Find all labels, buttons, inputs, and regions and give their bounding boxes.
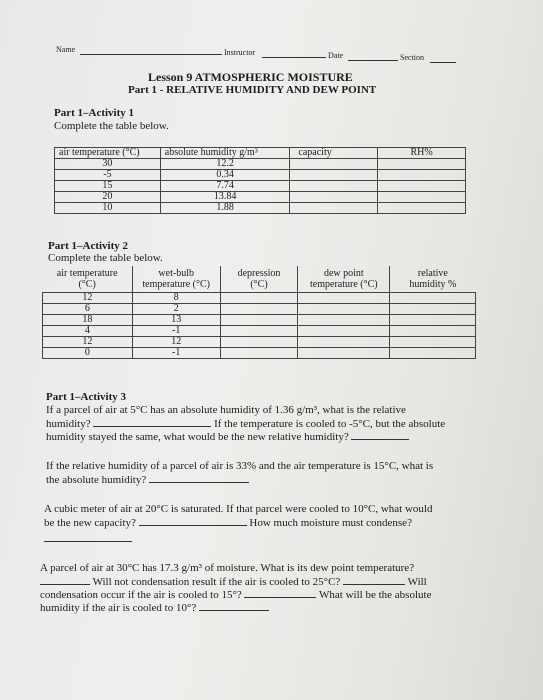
q4-line2 <box>40 575 427 589</box>
q3-prompt-a: be the new capacity? <box>44 517 136 529</box>
table-row <box>55 181 466 192</box>
date-blank[interactable] <box>348 60 398 61</box>
table-row <box>43 304 476 315</box>
cell-capacity[interactable] <box>290 181 378 192</box>
section-label: Section <box>400 53 424 62</box>
cell-wet-bulb: 8 <box>132 293 220 304</box>
cell-rh[interactable] <box>378 203 466 214</box>
instructor-label: Instructor <box>224 48 256 57</box>
cell-dew-point[interactable] <box>298 315 390 326</box>
table-row <box>55 170 466 181</box>
col-wet-bulb <box>132 266 220 293</box>
cell-rh[interactable] <box>378 181 466 192</box>
col-rh: RH% <box>378 148 466 159</box>
table-row <box>55 159 466 170</box>
q2-prompt: the absolute humidity? <box>46 474 147 486</box>
page-subtitle: Part 1 - RELATIVE HUMIDITY AND DEW POINT <box>128 84 377 96</box>
activity1-header-row <box>55 148 466 159</box>
name-label: Name <box>56 45 76 54</box>
table-row <box>43 315 476 326</box>
cell-relative-humidity[interactable] <box>390 326 476 337</box>
cell-air-temp: 6 <box>43 304 133 315</box>
cell-dew-point[interactable] <box>298 326 390 337</box>
cell-air-temp: 12 <box>43 293 133 304</box>
q3-capacity-blank[interactable] <box>139 516 247 526</box>
cell-wet-bulb: 12 <box>132 337 220 348</box>
table-row <box>43 293 476 304</box>
col-line1: air temperature <box>56 268 118 279</box>
cell-air-temp: 20 <box>55 192 161 203</box>
cell-air-temp: 0 <box>43 348 133 359</box>
col-line2: (°C) <box>250 279 268 290</box>
q4-line3 <box>40 588 431 602</box>
cell-depression[interactable] <box>220 315 298 326</box>
cell-wet-bulb: 2 <box>132 304 220 315</box>
q1-prompt-c: humidity stayed the same, what would be the new relative humidity? <box>46 431 349 443</box>
q1-new-rh-blank[interactable] <box>351 430 409 440</box>
q4-10c-blank[interactable] <box>199 601 269 611</box>
cell-dew-point[interactable] <box>298 293 390 304</box>
q1-line1: If a parcel of air at 5°C has an absolute humidity of 1.36 g/m³, what is the relative <box>46 404 406 416</box>
cell-wet-bulb: 13 <box>132 315 220 326</box>
cell-relative-humidity[interactable] <box>390 337 476 348</box>
cell-capacity[interactable] <box>290 159 378 170</box>
cell-abs-humidity: 12.2 <box>160 159 290 170</box>
cell-air-temp: -5 <box>55 170 161 181</box>
q1-line3 <box>46 430 409 444</box>
col-line2: temperature (°C) <box>142 279 210 290</box>
activity3-heading: Part 1–Activity 3 <box>46 391 127 403</box>
q2-answer-blank[interactable] <box>149 473 249 483</box>
cell-wet-bulb: -1 <box>132 326 220 337</box>
q4-line1: A parcel of air at 30°C has 17.3 g/m³ of moisture. What is its dew point temperature? <box>40 562 415 574</box>
col-depression <box>220 266 298 293</box>
q3-line1: A cubic meter of air at 20°C is saturated. If that parcel were cooled to 10°C, what would <box>44 503 433 515</box>
cell-depression[interactable] <box>220 348 298 359</box>
page-title: Lesson 9 ATMOSPHERIC MOISTURE <box>148 70 353 84</box>
q2-line1: If the relative humidity of a parcel of air is 33% and the air temperature is 15°C, what is <box>46 460 434 472</box>
cell-abs-humidity: 7.74 <box>160 181 290 192</box>
q4-line4 <box>40 601 269 615</box>
q3-condense-blank[interactable] <box>44 541 132 542</box>
col-line1: dew point <box>323 268 364 279</box>
q1-line2 <box>46 417 445 431</box>
activity2-heading: Part 1–Activity 2 <box>48 240 129 252</box>
cell-relative-humidity[interactable] <box>390 348 476 359</box>
cell-dew-point[interactable] <box>298 337 390 348</box>
cell-relative-humidity[interactable] <box>390 304 476 315</box>
cell-air-temp: 10 <box>55 203 161 214</box>
activity2-header-row <box>43 266 476 293</box>
cell-depression[interactable] <box>220 337 298 348</box>
cell-air-temp: 12 <box>43 337 133 348</box>
q4-dew-point-blank[interactable] <box>40 575 90 585</box>
q4-prompt-c: condensation occur if the air is cooled to 15°? <box>40 589 242 601</box>
activity1-instruction: Complete the table below. <box>54 120 169 132</box>
col-dew-point <box>298 266 390 293</box>
col-line2: humidity % <box>409 279 457 290</box>
q1-prompt-b: If the temperature is cooled to -5°C, but the absolute <box>214 418 446 430</box>
cell-relative-humidity[interactable] <box>390 315 476 326</box>
col-line1: depression <box>237 268 281 279</box>
cell-air-temp: 4 <box>43 326 133 337</box>
cell-air-temp: 15 <box>55 181 161 192</box>
q1-answer-blank[interactable] <box>93 417 211 427</box>
cell-capacity[interactable] <box>290 170 378 181</box>
col-relative-humidity <box>390 266 476 293</box>
q4-15c-blank[interactable] <box>244 588 316 598</box>
q4-prompt-a: Will not condensation result if the air is cooled to 25°C? <box>92 576 341 588</box>
instructor-blank[interactable] <box>262 57 326 58</box>
col-line2: temperature (°C) <box>310 279 378 290</box>
cell-depression[interactable] <box>220 293 298 304</box>
cell-dew-point[interactable] <box>298 304 390 315</box>
q4-prompt-e: humidity if the air is cooled to 10°? <box>40 602 197 614</box>
table-row <box>55 203 466 214</box>
cell-dew-point[interactable] <box>298 348 390 359</box>
cell-depression[interactable] <box>220 304 298 315</box>
q3-line2 <box>44 516 412 530</box>
date-label: Date <box>328 51 344 60</box>
table-row <box>55 192 466 203</box>
activity2-instruction: Complete the table below. <box>48 252 163 264</box>
cell-abs-humidity: 0.34 <box>160 170 290 181</box>
q1-prompt-a: humidity? <box>46 418 91 430</box>
cell-rh[interactable] <box>378 159 466 170</box>
activity2-table <box>42 266 476 359</box>
q4-prompt-b: Will <box>407 576 427 588</box>
q2-line2 <box>46 473 249 487</box>
name-blank[interactable] <box>80 54 222 55</box>
cell-air-temp: 18 <box>43 315 133 326</box>
cell-capacity[interactable] <box>290 192 378 203</box>
cell-rh[interactable] <box>378 192 466 203</box>
cell-relative-humidity[interactable] <box>390 293 476 304</box>
cell-abs-humidity: 13.84 <box>160 192 290 203</box>
table-row <box>43 337 476 348</box>
q4-25c-blank[interactable] <box>343 575 405 585</box>
q3-prompt-b: How much moisture must condense? <box>249 517 412 529</box>
col-line1: relative <box>417 268 448 279</box>
table-row <box>43 348 476 359</box>
table-row <box>43 326 476 337</box>
col-air-temperature: air temperature (°C) <box>55 148 161 159</box>
cell-capacity[interactable] <box>290 203 378 214</box>
cell-abs-humidity: 1.88 <box>160 203 290 214</box>
cell-rh[interactable] <box>378 170 466 181</box>
col-absolute-humidity: absolute humidity g/m³ <box>160 148 290 159</box>
section-blank[interactable] <box>430 62 456 63</box>
activity1-table <box>54 147 466 214</box>
col-line2: (°C) <box>78 279 96 290</box>
q4-prompt-d: What will be the absolute <box>319 589 432 601</box>
col-capacity: capacity <box>290 148 378 159</box>
cell-wet-bulb: -1 <box>132 348 220 359</box>
cell-air-temp: 30 <box>55 159 161 170</box>
cell-depression[interactable] <box>220 326 298 337</box>
col-line1: wet-bulb <box>158 268 194 279</box>
col-air-temperature <box>43 266 133 293</box>
activity1-heading: Part 1–Activity 1 <box>54 107 135 119</box>
